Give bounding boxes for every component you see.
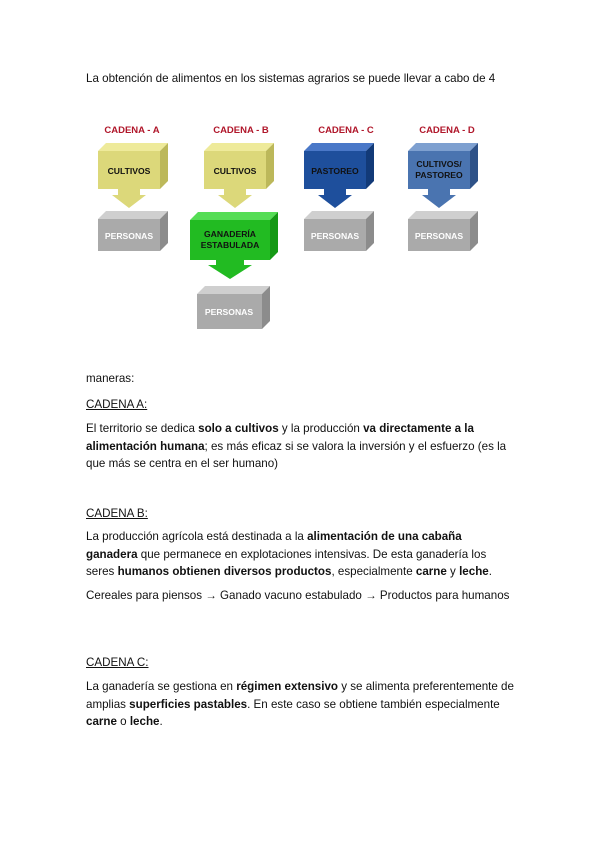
cadena-c-paragraph: La ganadería se gestiona en régimen extensivo y se alimenta preferentemente de amplias superficies pastables. En este caso se obtiene también especialmente carne o leche. [86, 680, 514, 728]
chain-c-top-label: PASTOREO [311, 166, 359, 176]
cadena-a-heading: CADENA A: [86, 398, 148, 411]
chain-a-personas-block [98, 211, 168, 251]
chain-c-bottom-label: PERSONAS [310, 231, 360, 241]
chain-a-cultivos-block [98, 143, 168, 208]
chain-b-ganaderia-block [190, 212, 278, 279]
chain-d-top-label-2: PASTOREO [415, 170, 463, 180]
chain-d-bottom-label: PERSONAS [414, 231, 464, 241]
chain-b-middle-label-1: GANADERÍA [203, 229, 257, 239]
chain-b-top-label: CULTIVOS [213, 166, 257, 176]
chain-d-title: CADENA - D [419, 125, 475, 136]
chain-d-cultivos-pastoreo-block [408, 143, 478, 208]
intro-text: La obtención de alimentos en los sistemas agrarios se puede llevar a cabo de 4 [86, 72, 496, 85]
cadena-b-heading: CADENA B: [86, 507, 148, 520]
chain-d-top-label-1: CULTIVOS/ [416, 159, 462, 169]
chain-a-bottom-label: PERSONAS [104, 231, 154, 241]
food-chain-diagram [80, 115, 500, 340]
chain-b-middle-label-2: ESTABULADA [200, 240, 260, 250]
chain-b-bottom-label: PERSONAS [204, 307, 254, 317]
chain-a-title: CADENA - A [104, 125, 160, 136]
intro-continued-text: maneras: [86, 372, 135, 385]
chain-b-cultivos-block [204, 143, 274, 208]
chain-d-personas-block [408, 211, 478, 251]
cadena-c-heading: CADENA C: [86, 656, 149, 669]
cadena-a-paragraph: El territorio se dedica solo a cultivos y la producción va directamente a la alimentación humana; es más eficaz si se valora la inversión y el esfuerzo (es la que más se centra en el ser humano) [86, 422, 507, 470]
cadena-b-flow: Cereales para piensos → Ganado vacuno estabulado → Productos para humanos [86, 589, 510, 602]
chain-b-personas-block [197, 286, 270, 329]
chain-c-title: CADENA - C [318, 125, 374, 136]
chain-c-pastoreo-block [304, 143, 374, 208]
chain-c-personas-block [304, 211, 374, 251]
cadena-b-paragraph: La producción agrícola está destinada a la alimentación de una cabaña ganadera que permanece en explotaciones intensivas. De esta ganadería los seres humanos obtienen diversos productos, especialmente carne y leche. [86, 530, 492, 578]
chain-b-title: CADENA - B [213, 125, 269, 136]
chain-a-top-label: CULTIVOS [107, 166, 151, 176]
